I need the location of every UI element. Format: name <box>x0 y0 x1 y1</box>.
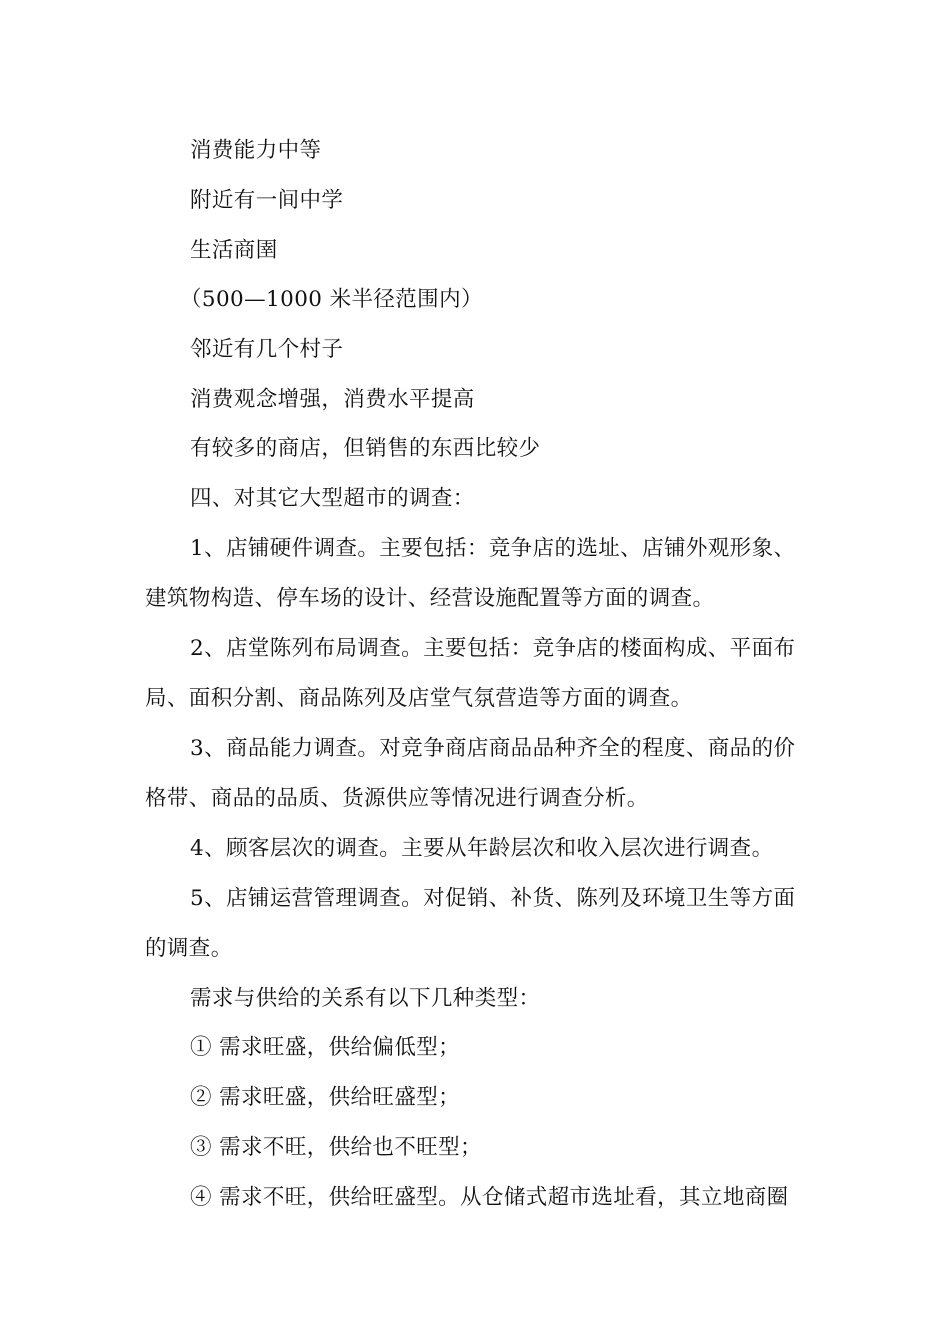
text-line: 1、店铺硬件调查。主要包括：竞争店的选址、店铺外观形象、 <box>190 536 796 561</box>
text-line: 4、顾客层次的调查。主要从年龄层次和收入层次进行调查。 <box>190 836 774 861</box>
list-item: ① 需求旺盛，供给偏低型； <box>190 1035 461 1060</box>
text-line: 有较多的商店，但销售的东西比较少 <box>190 436 541 461</box>
section-heading: 四、对其它大型超市的调查： <box>190 486 475 511</box>
text-line: 生活商圉 <box>190 238 278 263</box>
list-item: ③ 需求不旺，供给也不旺型； <box>190 1135 482 1160</box>
list-item: ④ 需求不旺，供给旺盛型。从仓储式超市选址看，其立地商圈 <box>190 1185 789 1210</box>
text-line: （500—1000 米半径范围内） <box>180 287 483 312</box>
text-line: 局、面积分割、商品陈列及店堂气氛营造等方面的调查。 <box>145 686 693 711</box>
text-line: 3、商品能力调查。对竞争商店商品品种齐全的程度、商品的价 <box>190 736 796 761</box>
text-line: 邻近有几个村子 <box>190 337 344 362</box>
text-line: 的调查。 <box>145 936 233 961</box>
text-line: 消费能力中等 <box>190 138 322 163</box>
text-line: 5、店铺运营管理调查。对促销、补货、陈列及环境卫生等方面 <box>190 886 796 911</box>
text-line: 格带、商品的品质、货源供应等情况进行调查分析。 <box>145 786 649 811</box>
list-item: ② 需求旺盛，供给旺盛型； <box>190 1085 461 1110</box>
text-line: 需求与供给的关系有以下几种类型： <box>190 986 541 1011</box>
text-line: 消费观念增强，消费水平提高 <box>190 387 475 412</box>
text-line: 建筑物构造、停车场的设计、经营设施配置等方面的调查。 <box>145 586 715 611</box>
text-line: 2、店堂陈列布局调查。主要包括：竞争店的楼面构成、平面布 <box>190 636 796 661</box>
text-line: 附近有一间中学 <box>190 188 344 213</box>
